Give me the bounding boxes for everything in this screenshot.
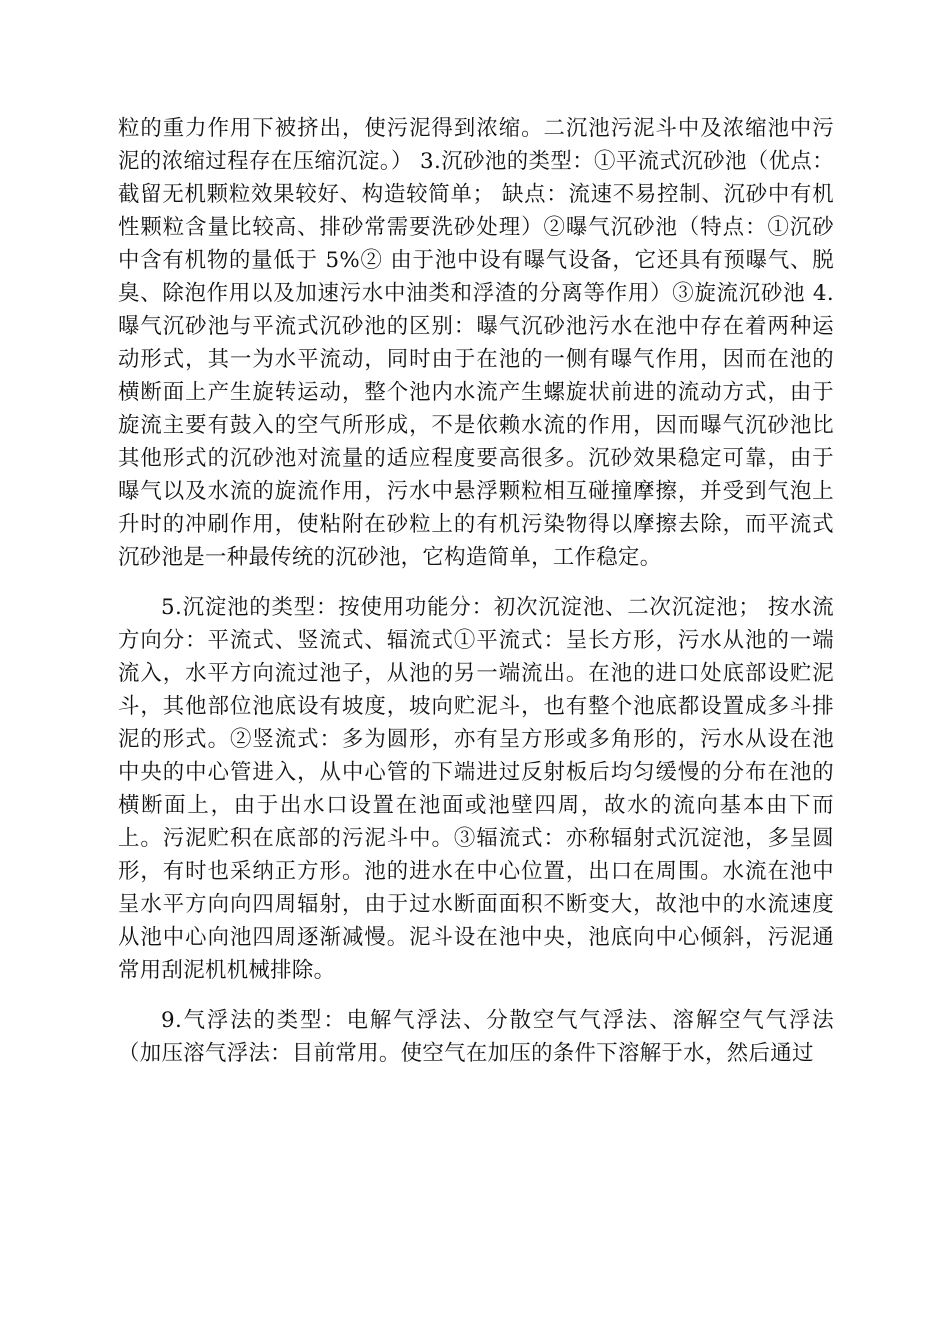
document-page xyxy=(118,112,834,1070)
paragraph-air-flotation: 9.气浮法的类型：电解气浮法、分散空气气浮法、溶解空气气浮法（加压溶气浮法：目前常用。使空气在加压的条件下溶解于水，然后通过 xyxy=(118,1008,834,1066)
paragraph-sedimentation-tank: 5.沉淀池的类型：按使用功能分：初次沉淀池、二次沉淀池； 按水流方向分：平流式、竖流式、辐流式①平流式：呈长方形，污水从池的一端流入，水平方向流过池子，从池的另一端流出。在池的进口处底部设贮泥斗，其他部位池底设有坡度，坡向贮泥斗，也有整个池底都设置成多斗排泥的形式。②竖流式：多为圆形，亦有呈方形或多角形的，污水从设在池中央的中心管进入，从中心管的下端进过反射板后均匀缓慢的分布在池的横断面上，由于出水口设置在池面或池壁四周，故水的流向基本由下而上。污泥贮积在底部的污泥斗中。③辐流式：亦称辐射式沉淀池，多呈圆形，有时也采纳正方形。池的进水在中心位置，出口在周围。水流在池中呈水平方向向四周辐射，由于过水断面面积不断变大，故池中的水流速度从池中心向池四周逐渐减慢。泥斗设在池中央，池底向中心倾斜，污泥通常用刮泥机机械排除。 xyxy=(118,595,834,983)
paragraph-grit-chamber: 粒的重力作用下被挤出，使污泥得到浓缩。二沉池污泥斗中及浓缩池中污泥的浓缩过程存在压缩沉淀。） 3.沉砂池的类型：①平流式沉砂池（优点：截留无机颗粒效果较好、构造较简单； 缺点：流速不易控制、沉砂中有机性颗粒含量比较高、排砂常需要洗砂处理）②曝气沉砂池（特点：①沉砂中含有机物的量低于 5%② 由于池中设有曝气设备，它还具有预曝气、脱臭、除泡作用以及加速污水中油类和浮渣的分离等作用）③旋流沉砂池 4.曝气沉砂池与平流式沉砂池的区别：曝气沉砂池污水在池中存在着两种运动形式，其一为水平流动，同时由于在池的一侧有曝气作用，因而在池的横断面上产生旋转运动，整个池内水流产生螺旋状前进的流动方式，由于旋流主要有鼓入的空气所形成，不是依赖水流的作用，因而曝气沉砂池比其他形式的沉砂池对流量的适应程度要高很多。沉砂效果稳定可靠，由于曝气以及水流的旋流作用，污水中悬浮颗粒相互碰撞摩擦，并受到气泡上升时的冲刷作用，使粘附在砂粒上的有机污染物得以摩擦去除，而平流式沉砂池是一种最传统的沉砂池，它构造简单，工作稳定。 xyxy=(118,116,834,570)
